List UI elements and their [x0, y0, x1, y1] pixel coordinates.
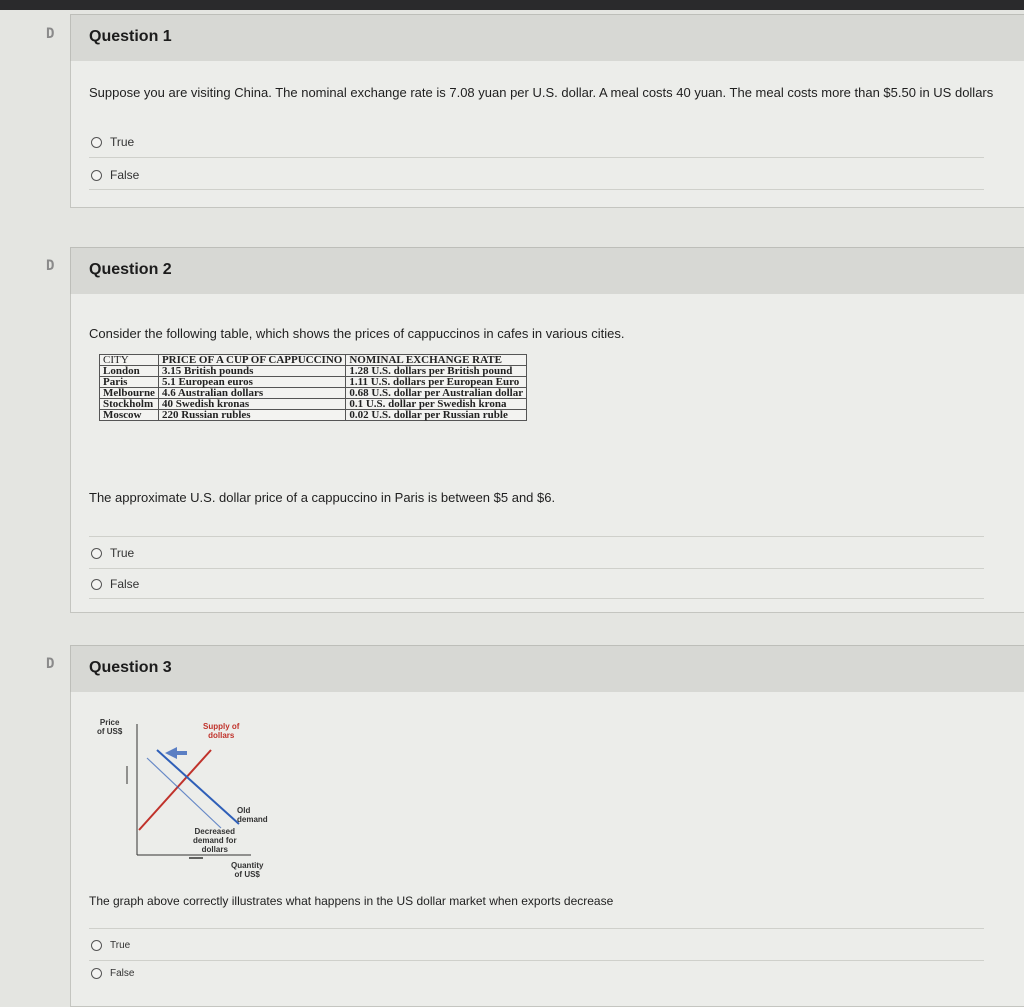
- question-3-prompt: The graph above correctly illustrates what happens in the US dollar market when exports decrease: [89, 894, 614, 908]
- choice-label: False: [110, 968, 135, 979]
- question-1-body: [70, 61, 1024, 208]
- question-2-header: [70, 247, 1024, 295]
- question-3-title: Question 3: [89, 659, 172, 676]
- question-2-body: [70, 294, 1024, 613]
- choice-label: False: [110, 577, 140, 591]
- question-1-choice-true[interactable]: [91, 135, 134, 149]
- table-header: PRICE OF A CUP OF CAPPUCCINO: [158, 355, 345, 366]
- decreased-demand-label-line: Decreased: [194, 827, 236, 836]
- question-2-choice-false[interactable]: [91, 577, 139, 591]
- table-row: [100, 388, 527, 399]
- table-cell: London: [100, 366, 159, 377]
- table-header: NOMINAL EXCHANGE RATE: [346, 355, 527, 366]
- supply-label-line: dollars: [208, 731, 235, 740]
- question-1-choice-false[interactable]: [91, 168, 139, 182]
- table-cell: 1.28 U.S. dollars per British pound: [346, 366, 527, 377]
- x-label-line: Quantity: [231, 861, 264, 870]
- y-label-line: of US$: [97, 727, 123, 736]
- table-cell: 4.6 Australian dollars: [158, 388, 345, 399]
- decreased-demand-label-line: dollars: [201, 845, 228, 854]
- radio-button[interactable]: [91, 940, 102, 951]
- decreased-demand-label: [193, 827, 237, 854]
- shift-arrow-icon: [165, 747, 187, 759]
- supply-demand-graph: [91, 712, 291, 882]
- table-row: [100, 377, 527, 388]
- radio-button[interactable]: [91, 170, 102, 181]
- top-bar: [0, 0, 1024, 10]
- choice-label: True: [110, 546, 135, 560]
- decreased-demand-curve: [147, 758, 221, 828]
- flag-icon[interactable]: D: [46, 26, 55, 42]
- table-cell: 5.1 European euros: [158, 377, 345, 388]
- table-cell: 0.1 U.S. dollar per Swedish krona: [346, 399, 527, 410]
- table-cell: 3.15 British pounds: [158, 366, 345, 377]
- old-demand-curve: [157, 750, 239, 824]
- table-cell: Moscow: [100, 410, 159, 421]
- x-label-line: of US$: [234, 870, 260, 879]
- radio-button[interactable]: [91, 579, 102, 590]
- table-row: [100, 410, 527, 421]
- divider: [89, 960, 984, 961]
- question-1-prompt: Suppose you are visiting China. The nominal exchange rate is 7.08 yuan per U.S. dollar. A meal costs 40 yuan. The meal costs more than $5.50 in US dollars: [89, 85, 994, 100]
- graph-canvas: [91, 712, 291, 882]
- question-1-title: Question 1: [89, 28, 172, 45]
- table-cell: Stockholm: [100, 399, 159, 410]
- question-2-intro: Consider the following table, which shows the prices of cappuccinos in cafes in various cities.: [89, 326, 625, 341]
- choice-label: False: [110, 168, 140, 182]
- table-cell: 220 Russian rubles: [158, 410, 345, 421]
- y-label-line: Price: [99, 718, 120, 727]
- table-cell: 1.11 U.S. dollars per European Euro: [346, 377, 527, 388]
- divider: [89, 157, 984, 158]
- choice-label: True: [110, 135, 135, 149]
- divider: [89, 536, 984, 537]
- question-3-choice-false[interactable]: [91, 968, 134, 979]
- old-demand-label: [237, 806, 268, 824]
- supply-label-line: Supply of: [203, 722, 240, 731]
- table-cell: Melbourne: [100, 388, 159, 399]
- x-axis-label: [231, 861, 263, 879]
- radio-button[interactable]: [91, 137, 102, 148]
- question-2-title: Question 2: [89, 261, 172, 278]
- divider: [89, 189, 984, 190]
- old-demand-label-line: Old: [237, 806, 251, 815]
- divider: [89, 928, 984, 929]
- question-1-header: [70, 14, 1024, 62]
- table-cell: 0.02 U.S. dollar per Russian ruble: [346, 410, 527, 421]
- table-row: [100, 366, 527, 377]
- table-cell: 40 Swedish kronas: [158, 399, 345, 410]
- choice-label: True: [110, 940, 131, 951]
- cappuccino-price-table: [99, 354, 527, 421]
- divider: [89, 568, 984, 569]
- table-header-row: [100, 355, 527, 366]
- question-2-choice-true[interactable]: [91, 546, 134, 560]
- question-2-prompt: The approximate U.S. dollar price of a cappuccino in Paris is between $5 and $6.: [89, 490, 556, 505]
- question-3-choice-true[interactable]: [91, 940, 130, 951]
- table-cell: 0.68 U.S. dollar per Australian dollar: [346, 388, 527, 399]
- radio-button[interactable]: [91, 968, 102, 979]
- flag-icon[interactable]: D: [46, 258, 55, 274]
- old-demand-label-line: demand: [237, 815, 268, 824]
- table-row: [100, 399, 527, 410]
- table-cell: Paris: [100, 377, 159, 388]
- table-header: CITY: [100, 355, 159, 366]
- divider: [89, 598, 984, 599]
- question-3-header: [70, 645, 1024, 693]
- flag-icon[interactable]: D: [46, 656, 55, 672]
- question-3-body: [70, 692, 1024, 1007]
- decreased-demand-label-line: demand for: [193, 836, 237, 845]
- radio-button[interactable]: [91, 548, 102, 559]
